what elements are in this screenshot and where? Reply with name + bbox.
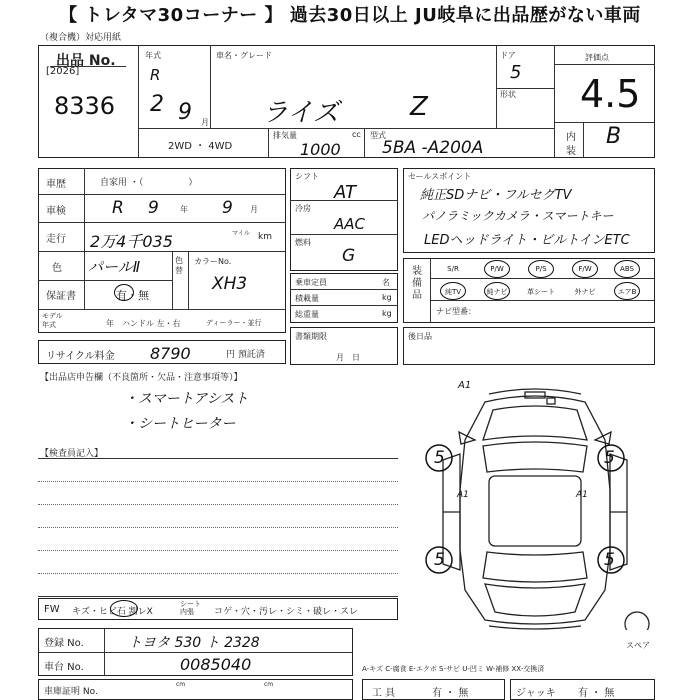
chassis-label: 車台 No. (44, 662, 84, 673)
equipment-label: 装備品 (412, 266, 422, 301)
weight-label: 総重量 (295, 310, 319, 319)
history-value: 自家用 ・（ ） (100, 178, 198, 188)
sales-point-2: パノラミックカメラ・スマートキー (422, 209, 614, 223)
diagram-left-mark: A1 (457, 490, 469, 500)
equipment-circle-mark (484, 282, 510, 300)
listing-number: 8336 (54, 92, 116, 120)
equipment-circle-mark (484, 260, 510, 278)
seller-note-1: ・スマートアシスト (124, 391, 249, 407)
year-month-unit: 月 (201, 118, 209, 127)
capacity-unit: 名 (382, 278, 390, 287)
chassis-value: 0085040 (180, 655, 252, 674)
diagram-wheel-rear-right: 5 (604, 550, 615, 570)
year-label: 年式 (145, 51, 161, 60)
displacement-label: 排気量 (273, 131, 297, 140)
equipment-row-1-item: P/S (535, 265, 547, 273)
year-month: 9 (178, 100, 192, 125)
load-unit: kg (382, 293, 392, 302)
year-era: R (150, 66, 161, 84)
cert-label: 車庫証明 No. (44, 687, 98, 697)
shift-label: シフト (295, 172, 319, 181)
shape-label: 形状 (500, 90, 516, 99)
tools-value: 有 ・ 無 (432, 688, 469, 699)
equipment-row-1-item: F/W (578, 265, 592, 273)
weight-unit: kg (382, 309, 392, 318)
equipment-circle-mark (614, 282, 640, 300)
inspection-label: 車検 (46, 206, 66, 217)
inspector-label: 【検査員記入】 (40, 449, 104, 459)
equipment-row-2-item: 革シート (527, 288, 555, 296)
equipment-row-2-item: エアB (617, 288, 637, 296)
seller-notes-label: 【出品店申告欄（不良箇所・欠品・注意事項等）】 (40, 373, 243, 383)
load-label: 積載量 (295, 294, 319, 303)
cert-unit-2: cm (264, 681, 274, 688)
displacement-unit: cc (352, 130, 361, 139)
color-label: 色 (52, 263, 62, 274)
diagram-top-mark: A1 (458, 380, 472, 391)
interior-label-1: 内 (566, 132, 576, 143)
equipment-circle-mark (528, 260, 554, 278)
warranty-label: 保証書 (46, 291, 76, 302)
top-block (38, 45, 655, 158)
door-label: ドア (500, 51, 516, 60)
seat-items: コゲ・穴・汚レ・シミ・破レ・スレ (214, 607, 359, 617)
inspection-era: R (112, 198, 124, 218)
drive-label: 2WD ・ 4WD (168, 141, 233, 152)
inspection-month-unit: 月 (250, 205, 258, 214)
navi-model-label: ナビ型番： (436, 307, 476, 316)
equipment-circle-mark (440, 282, 466, 300)
score-value: 4.5 (580, 72, 641, 116)
model-year-unit: 年 (106, 319, 114, 328)
equipment-row-1-item: ABS (620, 265, 634, 273)
shift-value: AT (334, 182, 356, 203)
door-value: 5 (510, 62, 522, 83)
jack-label: ジャッキ (516, 688, 556, 699)
equipment-row-2-item: 純TV (444, 288, 462, 296)
warranty-value: 有・無 (116, 289, 149, 302)
dealer-label: ディーラー・並行 (206, 319, 262, 327)
seller-note-2: ・シートヒーター (124, 416, 236, 432)
inspection-year-unit: 年 (180, 205, 188, 214)
equipment-circle-mark (572, 260, 598, 278)
recycle-unit: 円 預託済 (226, 350, 265, 360)
inspection-month: 9 (222, 198, 233, 218)
sales-points-label: セールスポイント (408, 172, 472, 181)
fuel-value: G (342, 246, 356, 266)
color-value: パールⅡ (88, 258, 141, 276)
registration-label: 登録 No. (44, 638, 84, 649)
equipment-row-1-item: P/W (490, 265, 504, 273)
equipment-row-2-item: 純ナビ (486, 288, 508, 296)
interior-value: B (606, 124, 622, 149)
equipment-circle-mark (614, 260, 640, 278)
inspection-year: 9 (148, 198, 159, 218)
recycle-label: リサイクル料金 (46, 351, 115, 362)
equipment-row-2-item: 外ナビ (574, 288, 596, 296)
model-label-2: 年式 (42, 321, 56, 329)
subheader: （複合機）対応用紙 (40, 33, 122, 43)
defects-label: FW (44, 604, 60, 615)
capacity-label: 乗車定員 (295, 278, 327, 287)
type-label: 型式 (370, 131, 386, 140)
diagram-wheel-rear-left: 5 (434, 550, 445, 570)
jack-value: 有 ・ 無 (578, 688, 615, 699)
car-diagram (415, 380, 655, 630)
color-code-label: カラーNo. (194, 257, 232, 266)
cert-unit-1: cm (176, 681, 186, 688)
mileage-unit-mile: マイル (232, 230, 250, 237)
handle-label: ハンドル 左・右 (122, 319, 181, 328)
listing-code: [2026] (46, 66, 80, 77)
tools-label: 工 具 (372, 688, 396, 699)
spare-label: スペア (626, 641, 650, 650)
ac-value: AAC (334, 215, 365, 233)
year-year: 2 (150, 92, 164, 117)
diagram-right-mark: A1 (576, 490, 588, 500)
name-label: 車名・グレード (216, 51, 272, 60)
defect-legend: A-キズ C-腐食 E-エクボ S-サビ U-凹ミ W-補修 XX-交換済 (362, 665, 545, 673)
diagram-wheel-front-right: 5 (604, 448, 615, 468)
seat-label: シート内張 (180, 600, 201, 616)
recycle-value: 8790 (150, 344, 191, 363)
banner-title: 【 トレタマ30コーナー 】 過去30日以上 JU岐阜に出品歴がない車両 (59, 5, 641, 26)
defects-items: キズ・ヒビ石 割レX (72, 607, 153, 617)
type-value: 5BA -A200A (382, 138, 484, 158)
history-label: 車歴 (46, 179, 66, 190)
sales-point-3: LEDヘッドライト・ビルトインETC (424, 233, 630, 248)
mileage-label: 走行 (46, 234, 66, 245)
diagram-wheel-front-left: 5 (434, 448, 445, 468)
displacement-value: 1000 (300, 140, 341, 159)
doc-deadline-label: 書類期限 (295, 332, 327, 341)
mileage-unit-km: km (258, 232, 272, 242)
listing-label: 出品 No. (56, 53, 116, 69)
aftermarket-block (403, 327, 655, 365)
model-label-1: モデル (42, 312, 63, 320)
color-change-label: 色替 (175, 256, 183, 275)
ac-label: 冷房 (295, 204, 311, 213)
mileage-value: 2万4千035 (90, 232, 173, 251)
registration-value: トヨタ 530 ト 2328 (128, 635, 260, 651)
interior-label-2: 装 (566, 146, 576, 157)
equipment-row-1-item: S/R (447, 265, 459, 273)
doc-deadline-unit: 月 日 (336, 353, 360, 362)
grade-name: Z (410, 92, 428, 122)
model-name: ライズ (262, 98, 339, 128)
sales-point-1: 純正SDナビ・フルセグTV (420, 188, 572, 203)
score-label: 評価点 (585, 53, 609, 62)
fuel-label: 燃料 (295, 238, 311, 247)
color-code-value: XH3 (212, 274, 248, 294)
aftermarket-label: 後日品 (408, 332, 432, 341)
